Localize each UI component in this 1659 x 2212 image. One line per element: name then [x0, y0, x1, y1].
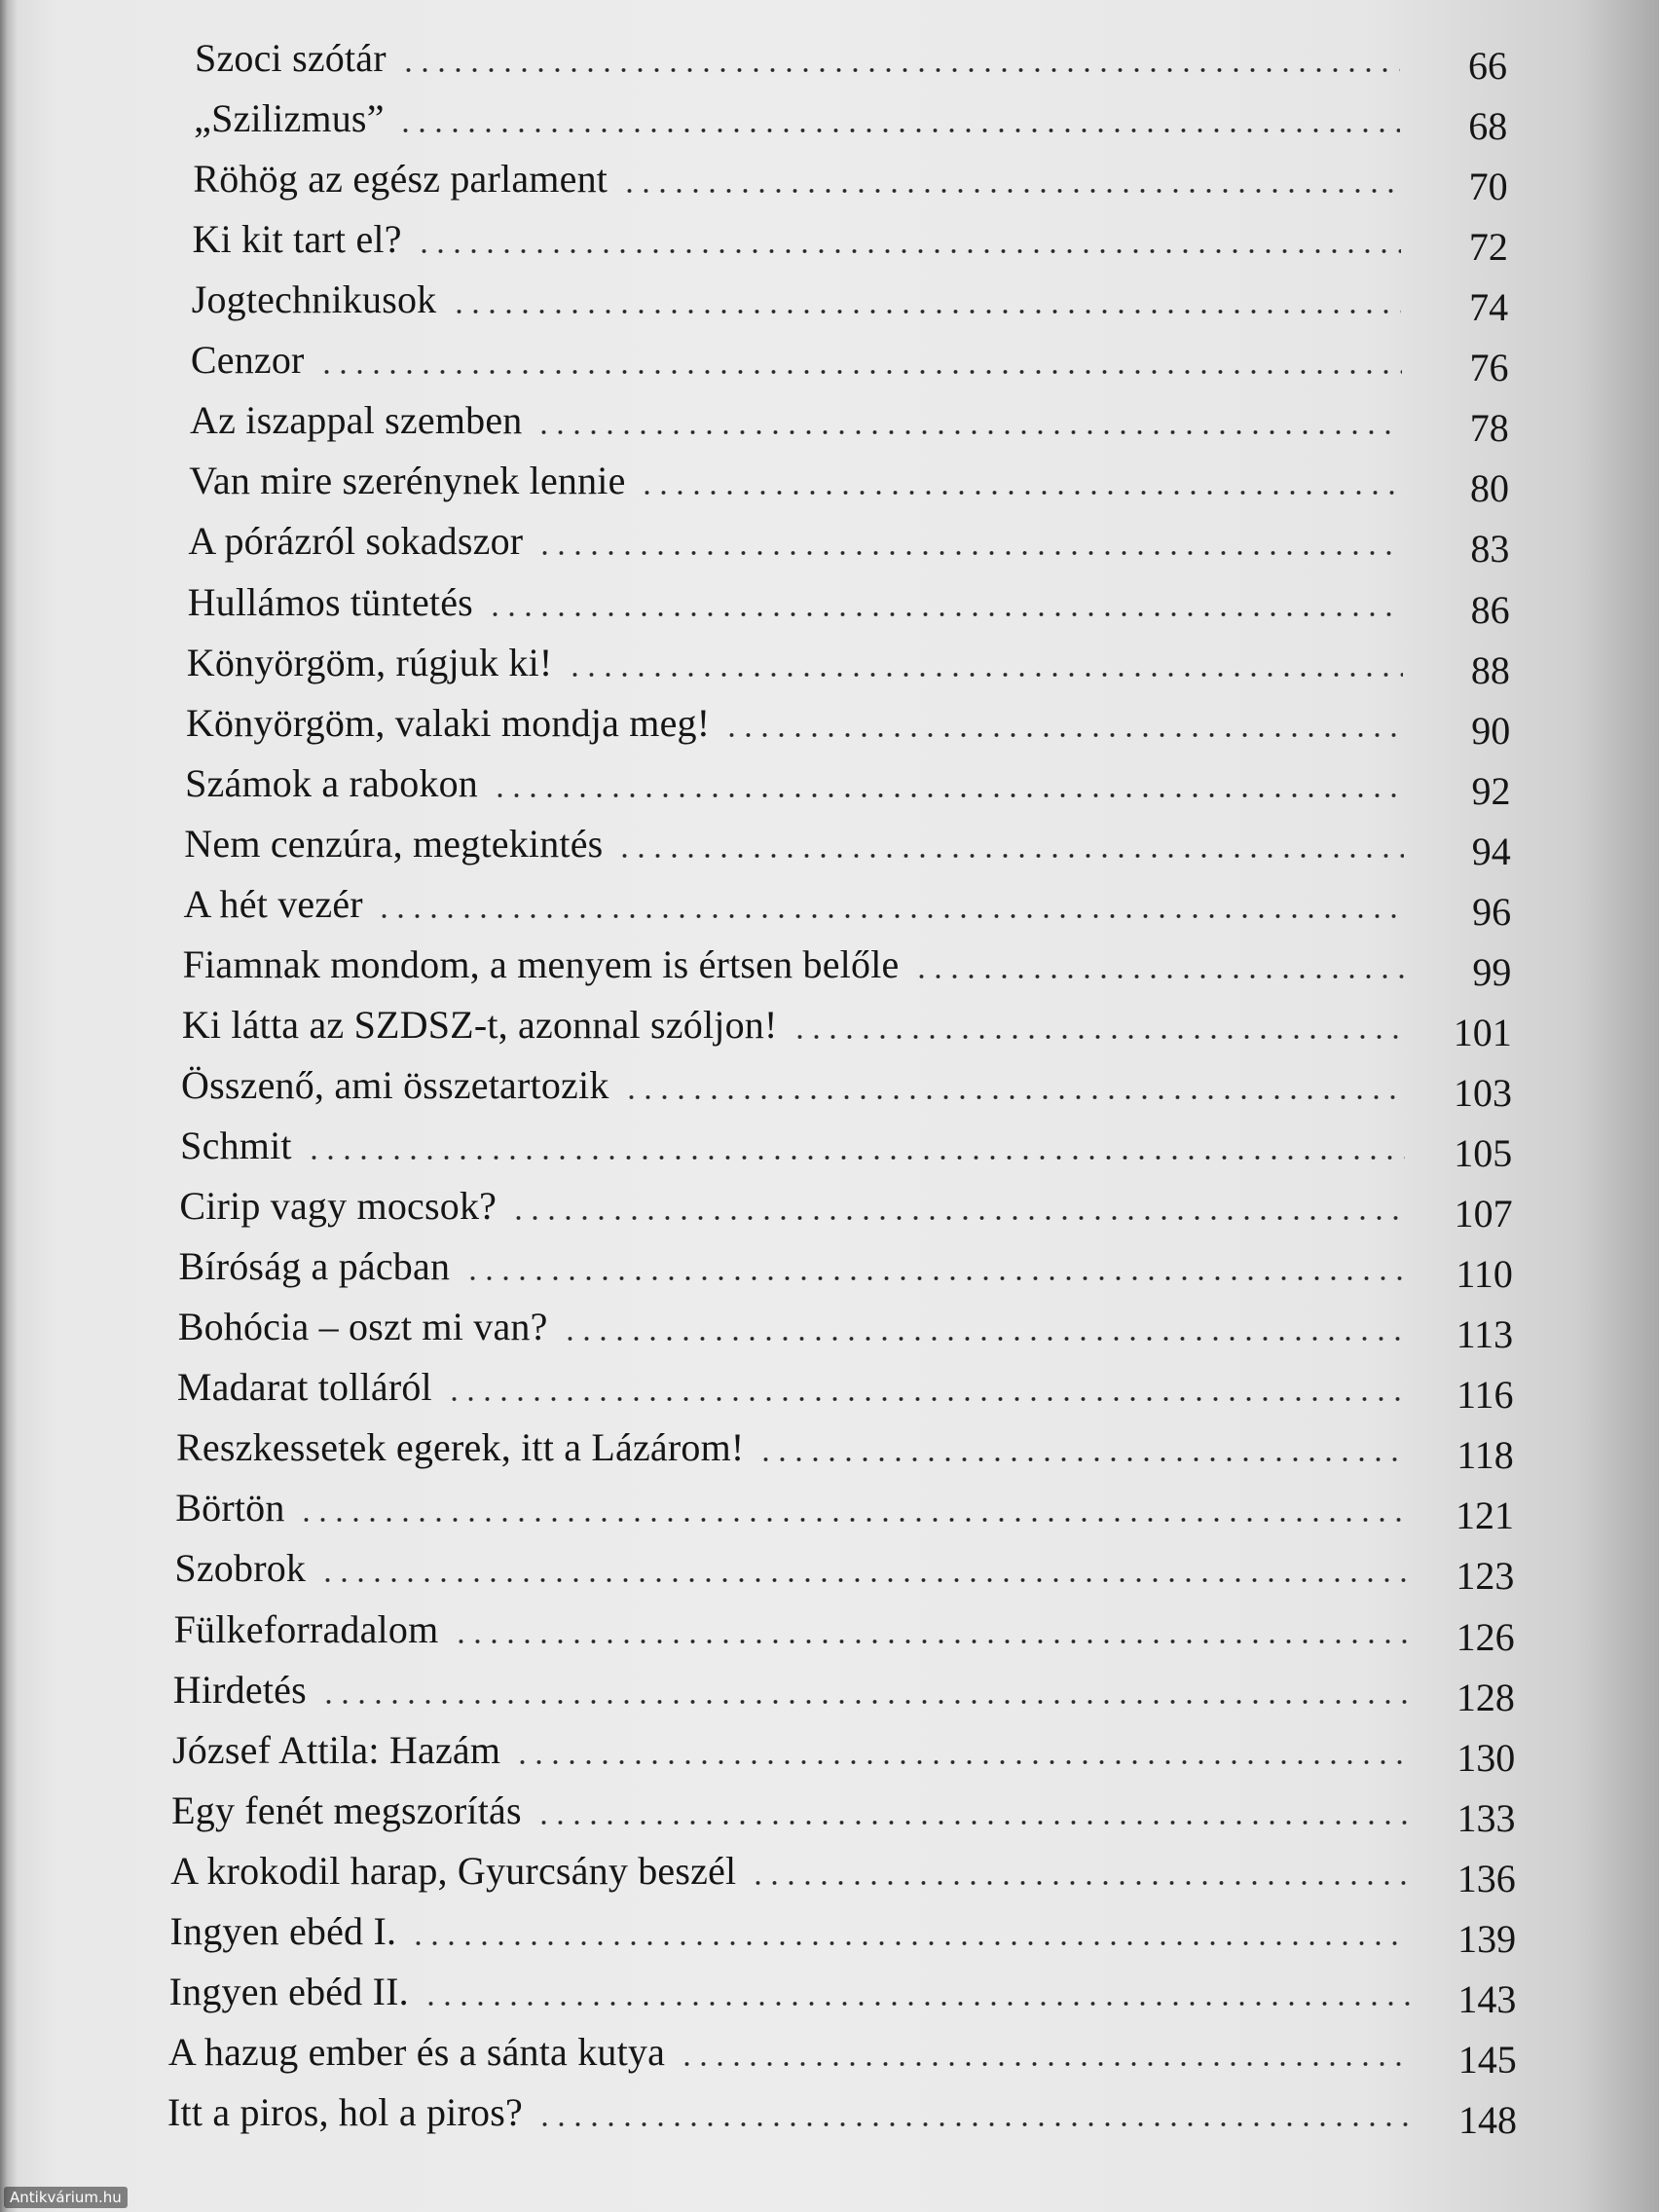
- toc-leader-dots: [616, 854, 1404, 858]
- toc-leader-dots: [639, 491, 1402, 495]
- toc-entry-page-number: 96: [1472, 889, 1512, 934]
- toc-entry: [172, 1721, 1515, 1780]
- toc-entry: [183, 936, 1512, 994]
- toc-entry-title: Szobrok: [174, 1546, 307, 1591]
- toc-entry-title: Számok a rabokon: [185, 760, 479, 805]
- toc-leader-dots: [400, 68, 1400, 72]
- toc-leader-dots: [464, 1276, 1406, 1280]
- toc-leader-dots: [567, 673, 1403, 677]
- toc-entry-page-number: 94: [1471, 829, 1511, 873]
- toc-entry-title: Fiamnak mondom, a menyem is értsen belőle: [182, 941, 900, 986]
- toc-entry-page-number: 103: [1454, 1071, 1512, 1115]
- toc-entry-page-number: 145: [1457, 2037, 1517, 2082]
- toc-leader-dots: [723, 733, 1403, 737]
- toc-entry-title: Szoci szótár: [195, 36, 387, 80]
- toc-entry-page-number: 121: [1456, 1493, 1515, 1538]
- toc-entry-title: Börtön: [175, 1486, 285, 1530]
- toc-entry: [177, 1358, 1514, 1417]
- toc-leader-dots: [298, 1518, 1407, 1522]
- toc-entry-page-number: 128: [1456, 1675, 1515, 1719]
- toc-leader-dots: [757, 1457, 1407, 1461]
- toc-leader-dots: [750, 1881, 1409, 1885]
- toc-entry-page-number: 116: [1456, 1373, 1514, 1418]
- toc-leader-dots: [410, 1941, 1409, 1945]
- toc-entry: [190, 391, 1509, 450]
- toc-entry-title: Madarat tolláról: [176, 1365, 432, 1410]
- toc-entry: [171, 1782, 1515, 1840]
- toc-leader-dots: [792, 1035, 1405, 1039]
- toc-entry: [188, 512, 1509, 571]
- toc-entry-title: Egy fenét megszorítás: [171, 1788, 522, 1832]
- toc-entry: [195, 29, 1507, 88]
- toc-leader-dots: [423, 2002, 1410, 2006]
- toc-entry: [185, 755, 1510, 813]
- toc-entry: [178, 1298, 1513, 1356]
- toc-entry-title: „Szilizmus”: [194, 96, 385, 141]
- toc-leader-dots: [621, 189, 1400, 193]
- toc-entry: [189, 452, 1509, 510]
- toc-entry-page-number: 123: [1456, 1554, 1515, 1599]
- toc-entry-page-number: 86: [1470, 587, 1510, 632]
- toc-entry-title: A hét vezér: [183, 881, 363, 926]
- watermark: Antikvárium.hu: [4, 2187, 128, 2208]
- toc-entry: [167, 2083, 1517, 2142]
- toc-entry-page-number: 105: [1454, 1131, 1513, 1176]
- toc-entry-page-number: 78: [1469, 406, 1509, 451]
- toc-entry-title: Bohócia – oszt mi van?: [177, 1305, 548, 1349]
- toc-entry: [168, 2023, 1517, 2082]
- toc-entry-page-number: 110: [1456, 1252, 1513, 1297]
- toc-leader-dots: [320, 1700, 1408, 1704]
- toc-entry-title: A pórázról sokadszor: [188, 519, 524, 564]
- toc-leader-dots: [318, 370, 1402, 374]
- toc-entry: [179, 1177, 1512, 1235]
- toc-entry: [193, 150, 1507, 208]
- toc-entry-title: A hazug ember és a sánta kutya: [167, 2029, 666, 2074]
- toc-leader-dots: [510, 1216, 1405, 1220]
- toc-entry-page-number: 99: [1472, 949, 1512, 994]
- toc-leader-dots: [535, 1821, 1408, 1825]
- toc-entry: [192, 271, 1508, 329]
- toc-leader-dots: [487, 612, 1403, 616]
- toc-leader-dots: [536, 2122, 1410, 2126]
- toc-entry: [173, 1661, 1515, 1719]
- toc-entry-title: Jogtechnikusok: [191, 277, 437, 322]
- toc-leader-dots: [492, 793, 1403, 797]
- toc-entry-page-number: 143: [1457, 1976, 1517, 2021]
- toc-entry-title: Könyörgöm, rúgjuk ki!: [186, 640, 553, 684]
- toc-entry: [179, 1237, 1513, 1296]
- toc-leader-dots: [451, 310, 1401, 313]
- toc-entry-page-number: 133: [1456, 1795, 1516, 1840]
- toc-entry-title: Reszkessetek egerek, itt a Lázárom!: [176, 1425, 745, 1470]
- toc-entry-title: A krokodil harap, Gyurcsány beszél: [170, 1848, 737, 1893]
- toc-entry-page-number: 70: [1468, 165, 1508, 209]
- toc-entry-title: Röhög az egész parlament: [193, 157, 608, 202]
- toc-entry-page-number: 88: [1470, 647, 1510, 692]
- toc-entry-title: Hullámos tüntetés: [187, 579, 473, 624]
- toc-entry-title: Ki kit tart el?: [192, 217, 402, 262]
- toc-entry-page-number: 101: [1453, 1010, 1512, 1054]
- toc-entry: [181, 1056, 1512, 1115]
- toc-entry: [188, 573, 1510, 632]
- toc-entry-page-number: 80: [1470, 466, 1510, 511]
- toc-entry: [174, 1539, 1514, 1598]
- toc-entry: [194, 90, 1507, 148]
- toc-entry-page-number: 118: [1456, 1433, 1514, 1478]
- toc-entry-page-number: 126: [1456, 1614, 1515, 1659]
- toc-leader-dots: [446, 1397, 1407, 1401]
- toc-entry-title: Hirdetés: [172, 1667, 307, 1712]
- toc-leader-dots: [319, 1578, 1407, 1582]
- toc-entry-page-number: 74: [1469, 285, 1509, 330]
- toc-leader-dots: [679, 2062, 1410, 2066]
- toc-entry-page-number: 107: [1454, 1192, 1513, 1236]
- toc-entry-page-number: 68: [1468, 104, 1508, 149]
- toc-entry-page-number: 83: [1470, 527, 1510, 571]
- toc-entry-title: Itt a piros, hol a piros?: [167, 2090, 523, 2134]
- toc-leader-dots: [453, 1640, 1408, 1643]
- toc-entry-title: Schmit: [180, 1124, 292, 1168]
- toc-entry-page-number: 136: [1456, 1856, 1516, 1900]
- toc-leader-dots: [535, 430, 1402, 434]
- toc-entry-page-number: 148: [1458, 2098, 1517, 2142]
- toc-entry-title: Fülkeforradalom: [173, 1606, 439, 1651]
- toc-entry-title: Bíróság a pácban: [178, 1244, 451, 1289]
- toc-entry: [187, 634, 1510, 692]
- toc-entry: [169, 1963, 1517, 2021]
- toc-entry-title: Az iszappal szemben: [190, 398, 523, 443]
- toc-entry-title: Ingyen ebéd I.: [169, 1908, 397, 1953]
- toc-entry: [175, 1479, 1514, 1537]
- toc-entry-page-number: 76: [1469, 346, 1509, 390]
- toc-leader-dots: [306, 1156, 1405, 1160]
- toc-entry-title: Van mire szerénynek lennie: [189, 459, 626, 503]
- toc-leader-dots: [913, 975, 1405, 978]
- toc-entry-title: Cirip vagy mocsok?: [179, 1184, 498, 1229]
- toc-entry: [176, 1419, 1514, 1477]
- toc-entry: [184, 815, 1511, 873]
- toc-entry: [183, 875, 1511, 934]
- toc-entry: [170, 1842, 1516, 1900]
- toc-entry-page-number: 92: [1471, 768, 1511, 813]
- toc-entry-title: Ki látta az SZDSZ-t, azonnal szóljon!: [181, 1002, 778, 1047]
- toc-entry-page-number: 139: [1457, 1916, 1517, 1961]
- toc-entry-page-number: 130: [1456, 1735, 1516, 1780]
- toc-entry: [174, 1601, 1515, 1659]
- toc-entry: [193, 210, 1508, 269]
- toc-leader-dots: [397, 129, 1400, 132]
- toc-entry: [180, 1117, 1512, 1175]
- toc-entry-page-number: 90: [1471, 708, 1511, 753]
- toc-entry-page-number: 72: [1468, 225, 1508, 270]
- toc-entry: [169, 1902, 1516, 1961]
- toc-leader-dots: [416, 249, 1401, 253]
- toc-entry-title: Nem cenzúra, megtekintés: [184, 821, 604, 866]
- toc-leader-dots: [536, 551, 1402, 555]
- toc-entry-page-number: 66: [1468, 44, 1507, 88]
- toc-entry-title: Cenzor: [190, 338, 305, 383]
- toc-entry: [182, 996, 1512, 1054]
- toc-entry-page-number: 113: [1456, 1312, 1514, 1357]
- toc-entry-title: József Attila: Hazám: [171, 1727, 501, 1772]
- toc-leader-dots: [376, 914, 1404, 918]
- toc-entry-title: Könyörgöm, valaki mondja meg!: [185, 700, 711, 745]
- toc-leader-dots: [562, 1337, 1406, 1341]
- toc-leader-dots: [623, 1095, 1405, 1099]
- toc-leader-dots: [514, 1760, 1408, 1764]
- toc-entry-title: Összenő, ami összetartozik: [181, 1063, 609, 1107]
- toc-entry: [186, 694, 1510, 753]
- toc-entry: [191, 331, 1509, 389]
- toc-entry-title: Ingyen ebéd II.: [168, 1969, 409, 2013]
